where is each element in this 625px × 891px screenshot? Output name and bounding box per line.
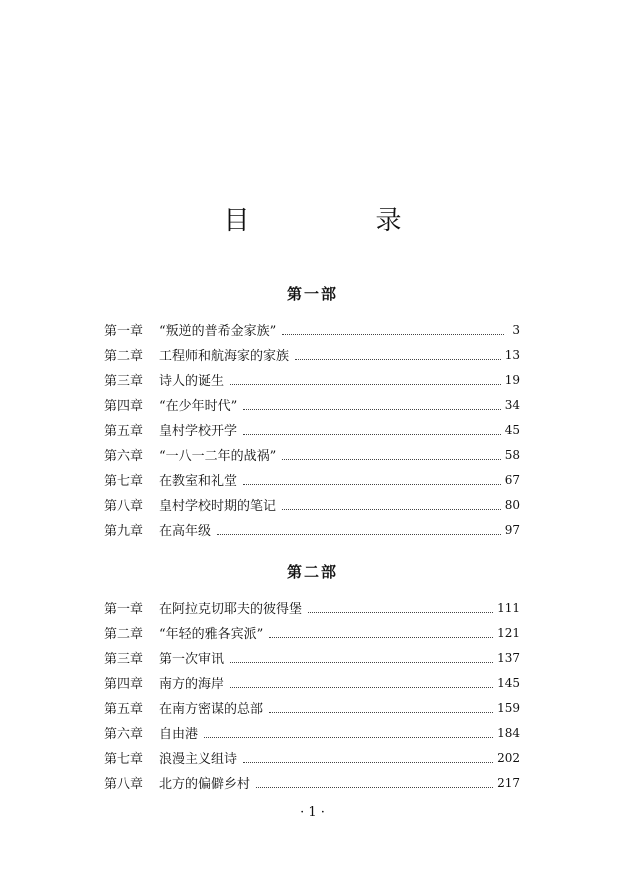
toc-row[interactable] <box>104 367 520 392</box>
chapter-label: 第四章 <box>104 399 144 414</box>
chapter-page: 145 <box>497 675 520 690</box>
dot-leader <box>269 637 493 638</box>
chapter-page: 19 <box>504 372 520 387</box>
dot-leader <box>230 687 493 688</box>
chapter-label: 第二章 <box>104 627 144 642</box>
toc-row[interactable] <box>104 417 520 442</box>
dot-leader <box>282 509 501 510</box>
chapter-page: 111 <box>497 600 520 615</box>
chapter-title: 在高年级 <box>159 524 212 539</box>
chapter-label: 第六章 <box>104 449 144 464</box>
toc-list-part-2 <box>104 595 520 795</box>
toc-row[interactable] <box>104 770 520 795</box>
chapter-title: 诗人的诞生 <box>159 374 225 389</box>
chapter-title: 在教室和礼堂 <box>159 474 238 489</box>
chapter-page: 97 <box>504 522 520 537</box>
chapter-title: “在少年时代” <box>159 399 238 414</box>
chapter-title: 北方的偏僻乡村 <box>159 777 251 792</box>
chapter-label: 第八章 <box>104 499 144 514</box>
dot-leader <box>230 384 501 385</box>
toc-row[interactable] <box>104 645 520 670</box>
chapter-label: 第九章 <box>104 524 144 539</box>
chapter-page: 121 <box>497 625 520 640</box>
dot-leader <box>217 534 501 535</box>
chapter-page: 202 <box>497 750 520 765</box>
dot-leader <box>308 612 493 613</box>
chapter-label: 第四章 <box>104 677 144 692</box>
dot-leader <box>295 359 501 360</box>
chapter-title: “年轻的雅各宾派” <box>159 627 264 642</box>
chapter-page: 34 <box>504 397 520 412</box>
page-number: · 1 · <box>300 805 325 820</box>
toc-row[interactable] <box>104 720 520 745</box>
chapter-title: 在南方密谋的总部 <box>159 702 264 717</box>
part-heading-2: 第二部 <box>286 563 338 581</box>
chapter-title: 工程师和航海家的家族 <box>159 349 290 364</box>
toc-row[interactable] <box>104 670 520 695</box>
chapter-title: 自由港 <box>159 727 199 742</box>
chapter-label: 第一章 <box>104 324 144 339</box>
chapter-page: 137 <box>497 650 520 665</box>
toc-row[interactable] <box>104 442 520 467</box>
chapter-label: 第一章 <box>104 602 144 617</box>
chapter-label: 第七章 <box>104 474 144 489</box>
toc-row[interactable] <box>104 392 520 417</box>
dot-leader <box>243 409 500 410</box>
chapter-label: 第六章 <box>104 727 144 742</box>
chapter-label: 第五章 <box>104 424 144 439</box>
chapter-title: 皇村学校时期的笔记 <box>159 499 277 514</box>
toc-row[interactable] <box>104 467 520 492</box>
toc-row[interactable] <box>104 695 520 720</box>
chapter-page: 58 <box>504 447 520 462</box>
dot-leader <box>282 334 504 335</box>
chapter-title: 皇村学校开学 <box>159 424 238 439</box>
chapter-page: 184 <box>497 725 520 740</box>
chapter-label: 第五章 <box>104 702 144 717</box>
dot-leader <box>269 712 493 713</box>
chapter-label: 第八章 <box>104 777 144 792</box>
dot-leader <box>230 662 493 663</box>
toc-row[interactable] <box>104 317 520 342</box>
chapter-page: 159 <box>497 700 520 715</box>
chapter-label: 第七章 <box>104 752 144 767</box>
dot-leader <box>256 787 493 788</box>
page-title: 目 录 <box>223 206 452 236</box>
chapter-page: 45 <box>504 422 520 437</box>
toc-row[interactable] <box>104 620 520 645</box>
chapter-page: 13 <box>504 347 520 362</box>
chapter-label: 第二章 <box>104 349 144 364</box>
toc-row[interactable] <box>104 492 520 517</box>
dot-leader <box>243 434 501 435</box>
chapter-title: 浪漫主义组诗 <box>159 752 238 767</box>
chapter-title: 在阿拉克切耶夫的彼得堡 <box>159 602 303 617</box>
toc-row[interactable] <box>104 595 520 620</box>
toc-list-part-1 <box>104 317 520 542</box>
chapter-page: 3 <box>512 322 520 337</box>
toc-row[interactable] <box>104 745 520 770</box>
chapter-title: “一八一二年的战祸” <box>159 449 277 464</box>
chapter-title: 南方的海岸 <box>159 677 225 692</box>
dot-leader <box>282 459 500 460</box>
chapter-title: 第一次审讯 <box>159 652 225 667</box>
chapter-title: “叛逆的普希金家族” <box>159 324 277 339</box>
chapter-page: 80 <box>504 497 520 512</box>
toc-row[interactable] <box>104 517 520 542</box>
chapter-label: 第三章 <box>104 652 144 667</box>
dot-leader <box>204 737 493 738</box>
toc-row[interactable] <box>104 342 520 367</box>
chapter-page: 217 <box>497 775 520 790</box>
part-heading-1: 第一部 <box>286 285 338 303</box>
dot-leader <box>243 762 493 763</box>
chapter-page: 67 <box>504 472 520 487</box>
chapter-label: 第三章 <box>104 374 144 389</box>
dot-leader <box>243 484 501 485</box>
